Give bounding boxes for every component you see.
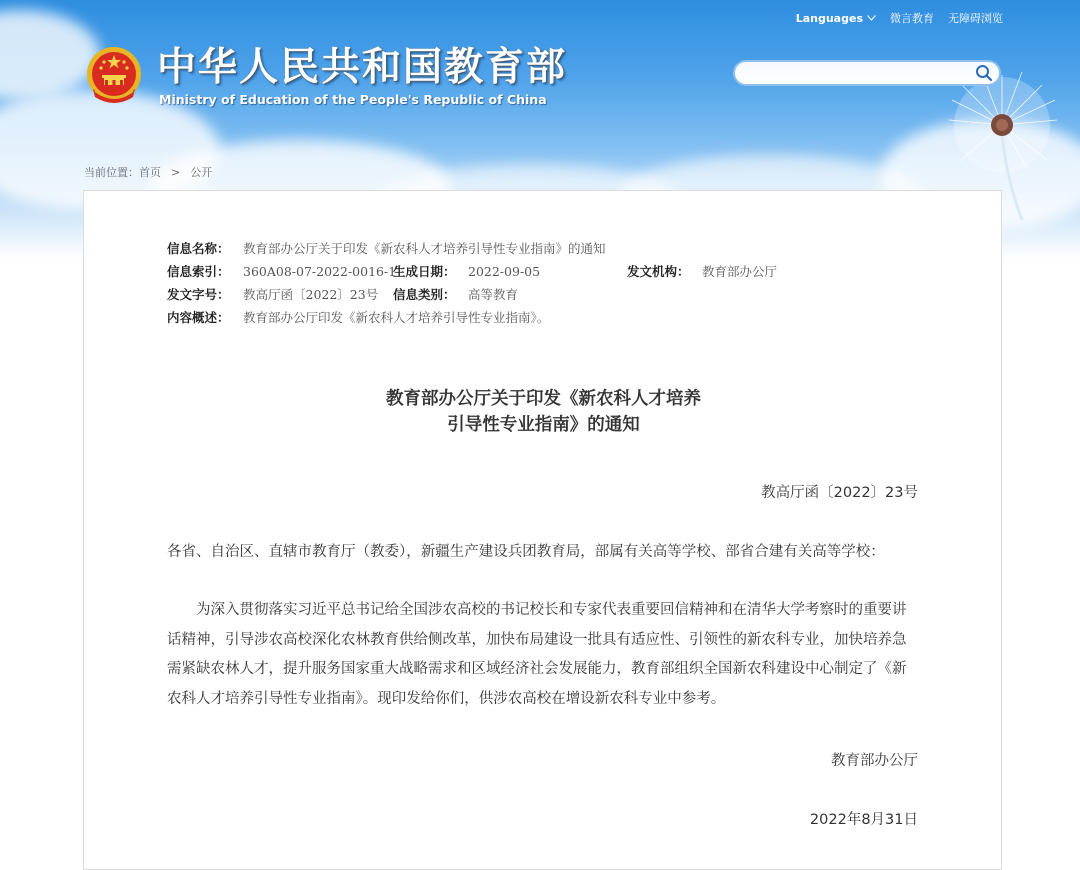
languages-label: Languages	[795, 11, 863, 25]
meta-index-label: 信息索引：	[167, 264, 230, 279]
breadcrumb	[84, 164, 212, 180]
document-title-line-2: 引导性专业指南》的通知	[447, 415, 640, 435]
search-input[interactable]	[745, 64, 969, 84]
meta-docno-value: 教高厅函〔2022〕23号	[243, 287, 379, 302]
document-body: 为深入贯彻落实习近平总书记给全国涉农高校的书记校长和专家代表重要回信精神和在清华大学考察时的重要讲话精神，引导涉农高校深化农林教育供给侧改革，加快布局建设一批具有适应性、引领性的新农科专业，加快培养急需紧缺农林人才，提升服务国家重大战略需求和区域经济社会发展能力，教育部组织全国新农科建设中心制定了《新农科人才培养引导性专业指南》。现印发给你们，供涉农高校在增设新农科专业中参考。	[167, 602, 907, 707]
breadcrumb-current-link[interactable]: 公开	[190, 166, 213, 179]
accessibility-link[interactable]: 无障碍浏览	[948, 12, 1003, 25]
meta-docno-label: 发文字号：	[167, 287, 230, 302]
national-emblem-icon	[85, 45, 143, 107]
weixin-link[interactable]: 微言教育	[890, 12, 934, 25]
document-title-line-1: 教育部办公厅关于印发《新农科人才培养	[386, 389, 701, 409]
meta-org-value: 教育部办公厅	[702, 264, 778, 279]
languages-menu[interactable]	[796, 12, 876, 25]
content-card	[83, 190, 1002, 870]
meta-summary-value: 教育部办公厅印发《新农科人才培养引导性专业指南》。	[243, 310, 550, 325]
meta-date-value: 2022-09-05	[468, 264, 541, 279]
site-subtitle: Ministry of Education of the People's Republic of China	[159, 92, 547, 107]
top-links	[796, 10, 1003, 26]
document-title	[84, 386, 1003, 438]
search-box	[733, 60, 1001, 86]
search-icon[interactable]	[975, 64, 993, 82]
meta-name-value: 教育部办公厅关于印发《新农科人才培养引导性专业指南》的通知	[243, 241, 606, 256]
chevron-down-icon	[867, 15, 876, 21]
meta-category-label: 信息类别：	[393, 287, 456, 302]
breadcrumb-separator: >	[171, 166, 181, 179]
meta-index-value: 360A08-07-2022-0016-1	[243, 264, 397, 279]
meta-category-value: 高等教育	[468, 287, 519, 302]
document-signer: 教育部办公厅	[831, 753, 918, 769]
meta-summary-label: 内容概述：	[167, 310, 230, 325]
breadcrumb-label: 当前位置：	[84, 166, 139, 179]
meta-org-label: 发文机构：	[627, 264, 690, 279]
breadcrumb-home-link[interactable]: 首页	[139, 166, 161, 179]
document-date: 2022年8月31日	[809, 812, 918, 828]
meta-name-label: 信息名称：	[167, 241, 230, 256]
document-number: 教高厅函〔2022〕23号	[761, 485, 918, 501]
meta-date-label: 生成日期：	[393, 264, 456, 279]
document-addressee: 各省、自治区、直辖市教育厅（教委），新疆生产建设兵团教育局，部属有关高等学校、部省合建有关高等学校：	[167, 544, 885, 560]
site-title: 中华人民共和国教育部	[157, 45, 568, 90]
